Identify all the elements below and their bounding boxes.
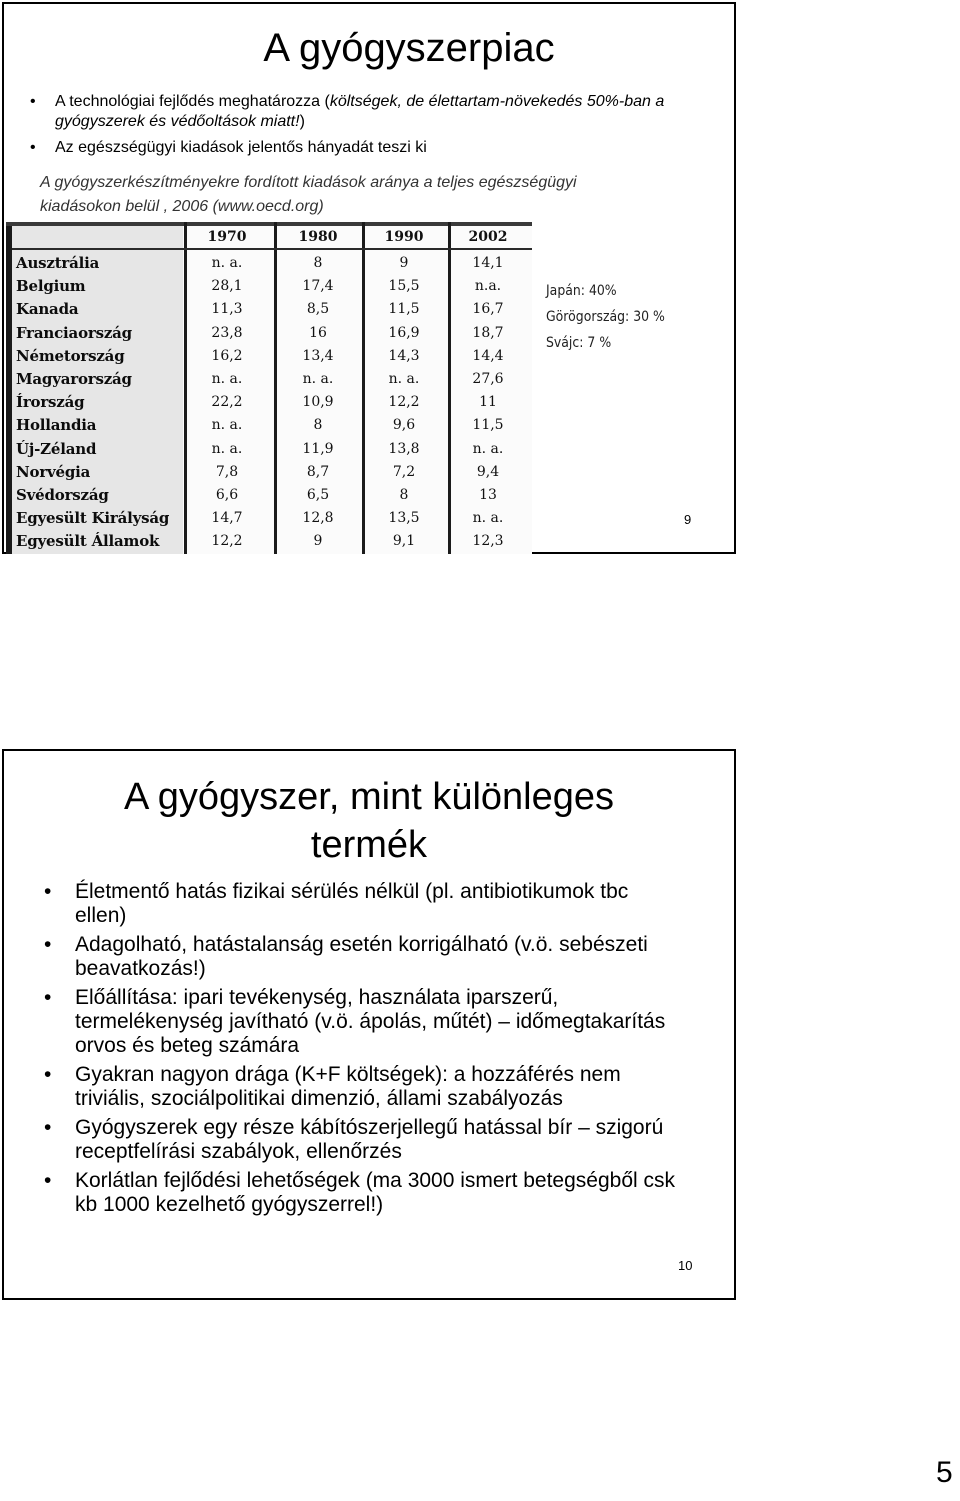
table-cell: 8 [313, 417, 323, 434]
table-cell: n. a. [472, 440, 504, 457]
table-country-label: Svédország [16, 486, 109, 504]
table-caption: A gyógyszerkészítményekre fordított kiadások aránya a teljes egészségügyi kiadásokon belül , 2006 (www.oecd.org) [40, 174, 577, 215]
table-cell: 11 [479, 394, 497, 411]
table-cell: 8,5 [306, 301, 330, 318]
table-cell: 13,4 [302, 347, 334, 364]
table-cell: 23,8 [211, 324, 243, 341]
table-cell: n.a. [474, 278, 502, 295]
bullet-dot-icon: • [44, 986, 52, 1009]
document-page-number: 5 [936, 1456, 953, 1489]
table-column-divider [274, 222, 277, 554]
table-cell: n. a. [211, 417, 243, 434]
table-cell: 8 [399, 487, 409, 503]
slide-title [4, 773, 734, 869]
table-cell: 12,8 [302, 510, 334, 527]
table-cell: 15,5 [388, 278, 420, 295]
table-country-label: Franciaország [16, 323, 132, 342]
table-cell: 10,9 [302, 394, 334, 411]
bullet-text: Gyógyszerek egy része kábítószerjellegű hatással bír – szigorú receptfelírási szabályok, ellenőrzés [75, 1116, 664, 1163]
table-header-year: 2002 [468, 229, 508, 245]
bullet-item [44, 933, 684, 981]
bullet-text-post: ) [299, 113, 305, 130]
table-cell: 9,1 [392, 533, 416, 550]
slide-title: A gyógyszerpiac [263, 26, 555, 70]
table-cell: 16,9 [388, 324, 420, 341]
table-cell: n. a. [472, 510, 504, 527]
table-country-label: Magyarország [16, 370, 132, 388]
table-cell: 14,1 [472, 255, 504, 271]
table-cell: 12,2 [211, 533, 243, 550]
table-cell: n. a. [302, 371, 334, 387]
table-cell: 22,2 [211, 394, 243, 411]
bullet-text: Az egészségügyi kiadások jelentős hányadát teszi ki [55, 139, 427, 156]
table-cell: 9,4 [476, 463, 500, 480]
table-cell: 9 [313, 533, 323, 550]
table-cell: 6,6 [215, 487, 239, 503]
table-cell: 11,5 [388, 301, 420, 318]
table-header-divider [12, 248, 532, 250]
note-greece: Görögország: 30 % [546, 309, 665, 325]
scanned-table-image [6, 222, 532, 554]
table-cell: 13,8 [388, 440, 420, 457]
table-country-label: Kanada [16, 300, 79, 319]
slide-title-line-2: termék [310, 824, 428, 866]
bullet-item [30, 138, 710, 158]
table-country-label: Hollandia [16, 416, 97, 435]
bullet-dot-icon: • [44, 1063, 52, 1086]
slide-9 [2, 2, 736, 554]
table-country-label: Norvégia [16, 462, 91, 481]
bullet-list [30, 92, 710, 164]
bullet-text: Adagolható, hatástalanság esetén korrigálható (v.ö. sebészeti beavatkozás!) [75, 933, 648, 980]
table-header-year: 1990 [384, 229, 424, 245]
bullet-text: Gyakran nagyon drága (K+F költségek): a hozzáférés nem triviális, szociálpolitikai dimenzió, állami szabályozás [75, 1063, 621, 1110]
bullet-text-pre: A technológiai fejlődés meghatározza ( [55, 93, 330, 110]
table-cell: 27,6 [472, 371, 504, 387]
table-cell: 14,3 [388, 347, 420, 364]
bullet-dot-icon: • [30, 93, 36, 110]
table-country-label: Ausztrália [16, 254, 100, 272]
table-cell: 28,1 [211, 278, 243, 295]
table-cell: 7,8 [215, 463, 239, 480]
note-japan: Japán: 40% [546, 283, 617, 299]
table-country-label: Új-Zéland [16, 439, 97, 458]
table-cell: 12,2 [388, 394, 420, 411]
table-cell: 14,7 [211, 510, 243, 527]
table-cell: 9,6 [392, 417, 416, 434]
bullet-item [30, 92, 710, 132]
table-country-label: Németország [16, 346, 125, 365]
table-cell: n. a. [388, 371, 420, 387]
table-cell: 16,7 [472, 301, 504, 318]
table-cell: 16 [309, 324, 327, 341]
bullet-dot-icon: • [44, 1116, 52, 1139]
bullet-text: Előállítása: ipari tevékenység, használata iparszerű, termelékenység javítható (v.ö. ápolás, műtét) – időmegtakarítás orvos és beteg számára [75, 986, 666, 1057]
note-switzerland: Svájc: 7 % [546, 335, 612, 351]
table-cell: n. a. [211, 255, 243, 271]
slide-page-number: 10 [678, 1258, 693, 1273]
table-cell: 16,2 [211, 347, 243, 364]
table-country-label: Egyesült Államok [16, 532, 160, 551]
bullet-item [44, 1063, 684, 1111]
slide-10 [2, 749, 736, 1300]
table-cell: 14,4 [472, 347, 504, 364]
table-header-year: 1980 [298, 229, 338, 245]
table-cell: 12,3 [472, 533, 504, 550]
bullet-item [44, 1169, 684, 1217]
bullet-item [44, 880, 684, 928]
table-cell: 18,7 [472, 324, 504, 341]
bullet-dot-icon: • [30, 139, 36, 156]
table-cell: 7,2 [392, 463, 416, 480]
bullet-item [44, 1116, 684, 1164]
table-cell: n. a. [211, 371, 243, 387]
bullet-dot-icon: • [44, 1169, 52, 1192]
bullet-text: Korlátlan fejlődési lehetőségek (ma 3000 ismert betegségből csk kb 1000 kezelhető gyógyszerrel!) [75, 1169, 676, 1216]
table-header-year: 1970 [207, 229, 247, 245]
table-cell: n. a. [211, 440, 243, 457]
table-country-label: Egyesült Királyság [16, 509, 170, 528]
bullet-text: Életmentő hatás fizikai sérülés nélkül (pl. antibiotikumok tbc ellen) [75, 880, 629, 927]
table-cell: 17,4 [302, 278, 334, 295]
table-cell: 11,5 [472, 417, 504, 434]
bullet-list [44, 880, 684, 1222]
bullet-text-italic: költségek, de élettartam-növekedés 50%-ban a gyógyszerek és védőoltások miatt! [55, 93, 665, 130]
slide-title-line-1: A gyógyszer, mint különleges [123, 776, 615, 818]
table-country-label: Írország [16, 393, 85, 412]
bullet-item [44, 986, 684, 1058]
table-cell: 11,3 [211, 301, 243, 318]
table-cell: 13 [479, 487, 497, 503]
bullet-dot-icon: • [44, 880, 52, 903]
bullet-dot-icon: • [44, 933, 52, 956]
table-cell: 6,5 [306, 487, 330, 503]
table-cell: 8 [313, 255, 323, 271]
table-cell: 13,5 [388, 510, 420, 527]
table-cell: 11,9 [302, 440, 334, 457]
slide-page-number: 9 [684, 512, 692, 527]
table-country-label: Belgium [16, 277, 86, 296]
table-cell: 8,7 [306, 463, 330, 480]
table-cell: 9 [399, 255, 409, 271]
